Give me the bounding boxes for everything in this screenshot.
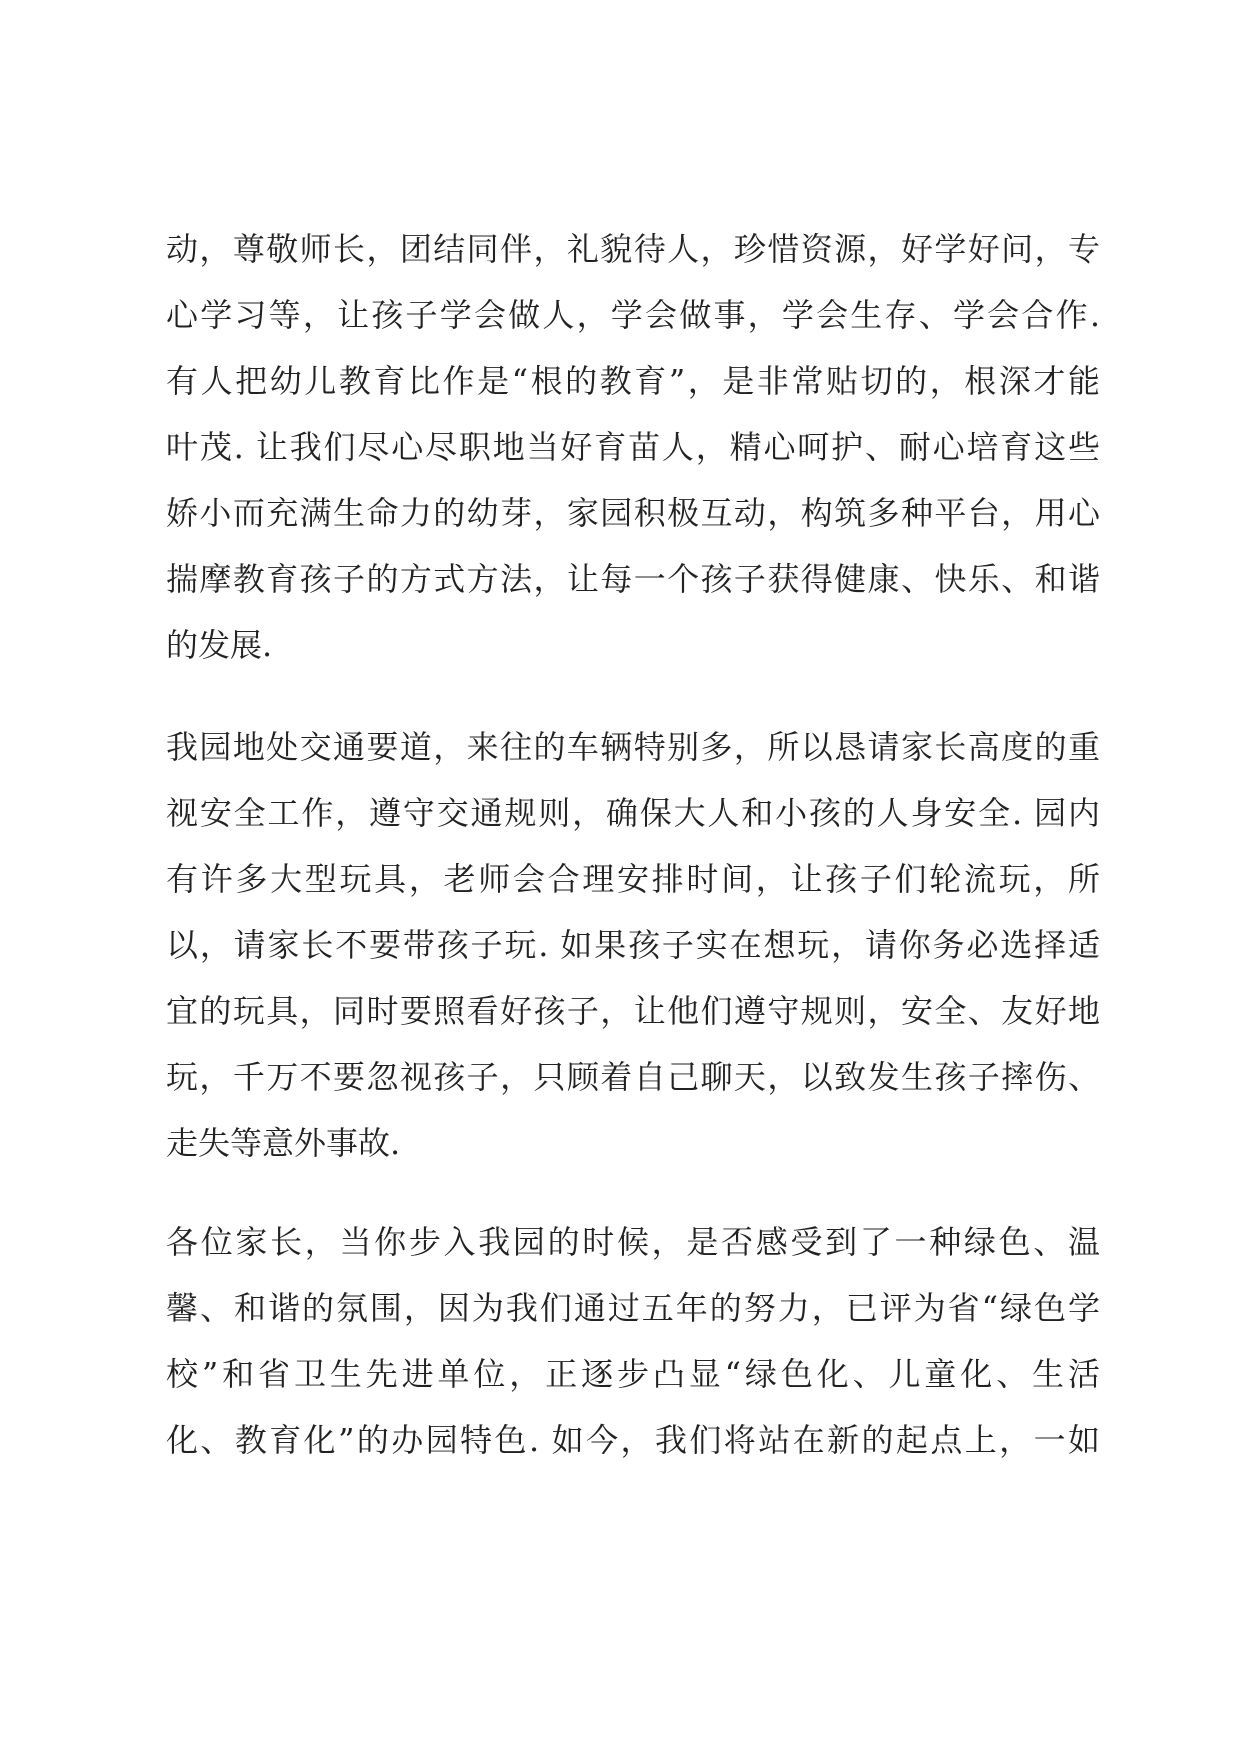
text-line: 校”和省卫生先进单位，正逐步凸显“绿色化、儿童化、生活 xyxy=(166,1355,1100,1393)
text-line: 有人把幼儿教育比作是“根的教育”，是非常贴切的，根深才能 xyxy=(166,362,1100,400)
text-line: 揣摩教育孩子的方式方法，让每一个孩子获得健康、快乐、和谐 xyxy=(166,560,1100,598)
paragraph-2 xyxy=(166,714,1100,1176)
text-line: 动，尊敬师长，团结同伴，礼貌待人，珍惜资源，好学好问，专 xyxy=(166,230,1100,268)
text-line: 心学习等，让孩子学会做人，学会做事，学会生存、学会合作. xyxy=(166,296,1100,334)
text-line: 娇小而充满生命力的幼芽，家园积极互动，构筑多种平台，用心 xyxy=(166,494,1100,532)
text-line: 馨、和谐的氛围，因为我们通过五年的努力，已评为省“绿色学 xyxy=(166,1289,1100,1327)
text-line: 我园地处交通要道，来往的车辆特别多，所以恳请家长高度的重 xyxy=(166,728,1100,766)
text-line: 叶茂. 让我们尽心尽职地当好育苗人，精心呵护、耐心培育这些 xyxy=(166,428,1100,466)
text-line: 宜的玩具，同时要照看好孩子，让他们遵守规则，安全、友好地 xyxy=(166,992,1100,1030)
text-line: 走失等意外事故. xyxy=(166,1124,401,1162)
text-line: 各位家长，当你步入我园的时候，是否感受到了一种绿色、温 xyxy=(166,1223,1100,1261)
text-line: 的发展. xyxy=(166,626,273,664)
text-line: 化、教育化”的办园特色. 如今，我们将站在新的起点上，一如 xyxy=(166,1421,1100,1459)
text-line: 视安全工作，遵守交通规则，确保大人和小孩的人身安全. 园内 xyxy=(166,794,1100,832)
text-line: 有许多大型玩具，老师会合理安排时间，让孩子们轮流玩，所 xyxy=(166,860,1100,898)
paragraph-1 xyxy=(166,216,1100,678)
text-line: 玩，千万不要忽视孩子，只顾着自己聊天，以致发生孩子摔伤、 xyxy=(166,1058,1100,1096)
text-line: 以，请家长不要带孩子玩. 如果孩子实在想玩，请你务必选择适 xyxy=(166,926,1100,964)
paragraph-3 xyxy=(166,1209,1100,1473)
